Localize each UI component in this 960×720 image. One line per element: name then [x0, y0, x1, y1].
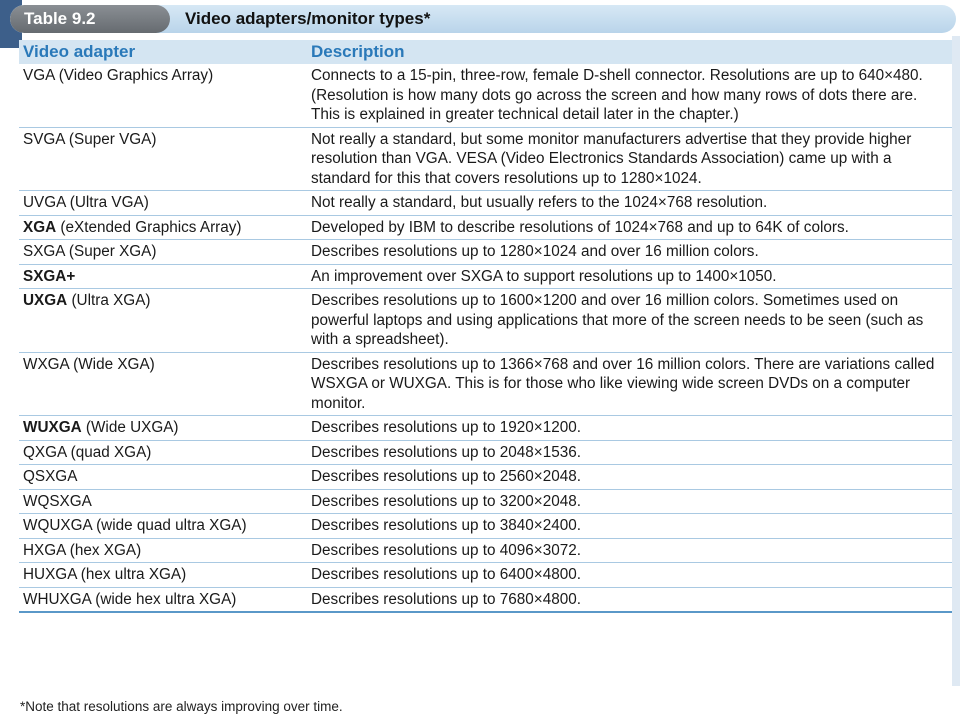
table-title-bar: [10, 5, 956, 33]
adapter-name: QSXGA: [23, 468, 78, 485]
table-title: Video adapters/monitor types*: [185, 9, 431, 28]
adapter-cell: [19, 289, 303, 353]
adapter-name: (eXtended Graphics Array): [56, 218, 242, 236]
adapter-name: UVGA (Ultra VGA): [23, 194, 149, 211]
adapter-name: WQSXGA: [23, 492, 92, 510]
adapter-bold-name: XGA: [23, 218, 57, 236]
table-row: [19, 514, 952, 539]
adapter-cell: [19, 127, 303, 191]
description-cell: Developed by IBM to describe resolutions of 1024×768 and up to 64K of colors.: [303, 215, 952, 240]
description-cell: Connects to a 15-pin, three-row, female D-shell connector. Resolutions are up to 640×480. (Resolution is how many dots go across the screen and how many rows of dots there are. This is explained in greater technical detail later in the chapter.): [303, 64, 952, 127]
adapter-name: HUXGA (hex ultra XGA): [23, 566, 187, 583]
table-row: [19, 538, 952, 563]
table-row: [19, 264, 952, 289]
adapter-cell: [19, 64, 303, 127]
adapter-cell: [19, 264, 303, 289]
adapter-name: WXGA (Wide XGA): [23, 355, 155, 373]
description-cell: An improvement over SXGA to support resolutions up to 1400×1050.: [303, 264, 952, 289]
adapter-cell: [19, 440, 303, 465]
table-row: [19, 489, 952, 514]
table-row: [19, 587, 952, 612]
adapter-cell: [19, 514, 303, 539]
adapter-name: WHUXGA (wide hex ultra XGA): [23, 590, 237, 608]
table-row: [19, 563, 952, 588]
description-cell: Describes resolutions up to 2048×1536.: [303, 440, 952, 465]
page-edge-strip: [952, 36, 960, 686]
table-label: Table 9.2: [10, 5, 156, 33]
description-cell: Describes resolutions up to 3840×2400.: [303, 514, 952, 539]
description-cell: Describes resolutions up to 1600×1200 and over 16 million colors. Sometimes used on powerful laptops and using applications that more of the screen needs to be seen (such as with a spreadsheet).: [303, 289, 952, 353]
table-row: [19, 215, 952, 240]
adapter-bold-name: WUXGA: [23, 419, 82, 436]
adapter-name: WQUXGA (wide quad ultra XGA): [23, 517, 247, 534]
adapter-name: QXGA (quad XGA): [23, 443, 152, 461]
table-row: [19, 64, 952, 127]
adapter-cell: [19, 191, 303, 216]
description-cell: Describes resolutions up to 3200×2048.: [303, 489, 952, 514]
description-cell: Not really a standard, but usually refers to the 1024×768 resolution.: [303, 191, 952, 216]
table-row: [19, 465, 952, 490]
video-adapter-table: [19, 40, 952, 613]
description-cell: Describes resolutions up to 2560×2048.: [303, 465, 952, 490]
adapter-cell: [19, 416, 303, 441]
table-row: [19, 352, 952, 416]
description-cell: Describes resolutions up to 1366×768 and over 16 million colors. There are variations called WSXGA or WUXGA. This is for those who like viewing wide screen DVDs on a computer monitor.: [303, 352, 952, 416]
adapter-name: SVGA (Super VGA): [23, 130, 157, 148]
adapter-cell: [19, 587, 303, 612]
adapter-bold-name: SXGA+: [23, 267, 76, 285]
column-header-description: Description: [303, 40, 952, 64]
description-cell: Describes resolutions up to 1280×1024 and over 16 million colors.: [303, 240, 952, 265]
adapter-cell: [19, 465, 303, 490]
adapter-cell: [19, 538, 303, 563]
table-header-row: [19, 40, 952, 64]
adapter-name: (Wide UXGA): [81, 419, 179, 436]
adapter-cell: [19, 240, 303, 265]
adapter-cell: [19, 563, 303, 588]
table-row: [19, 127, 952, 191]
description-cell: Describes resolutions up to 6400×4800.: [303, 563, 952, 588]
adapter-name: (Ultra XGA): [67, 292, 151, 309]
description-cell: Describes resolutions up to 7680×4800.: [303, 587, 952, 612]
description-cell: Not really a standard, but some monitor manufacturers advertise that they provide higher resolution than VGA. VESA (Video Electronics Standards Association) came up with a standard for this that covers resolutions up to 1280×1024.: [303, 127, 952, 191]
table-row: [19, 440, 952, 465]
adapter-cell: [19, 215, 303, 240]
adapter-name: SXGA (Super XGA): [23, 243, 157, 260]
table-row: [19, 289, 952, 353]
table-row: [19, 416, 952, 441]
adapter-name: VGA (Video Graphics Array): [23, 67, 214, 84]
adapter-name: HXGA (hex XGA): [23, 541, 142, 559]
adapter-cell: [19, 352, 303, 416]
description-cell: Describes resolutions up to 4096×3072.: [303, 538, 952, 563]
column-header-video-adapter: Video adapter: [19, 40, 303, 64]
table-row: [19, 240, 952, 265]
table-footnote: *Note that resolutions are always improving over time.: [20, 699, 343, 714]
table-row: [19, 191, 952, 216]
adapter-bold-name: UXGA: [23, 292, 68, 309]
adapter-cell: [19, 489, 303, 514]
description-cell: Describes resolutions up to 1920×1200.: [303, 416, 952, 441]
